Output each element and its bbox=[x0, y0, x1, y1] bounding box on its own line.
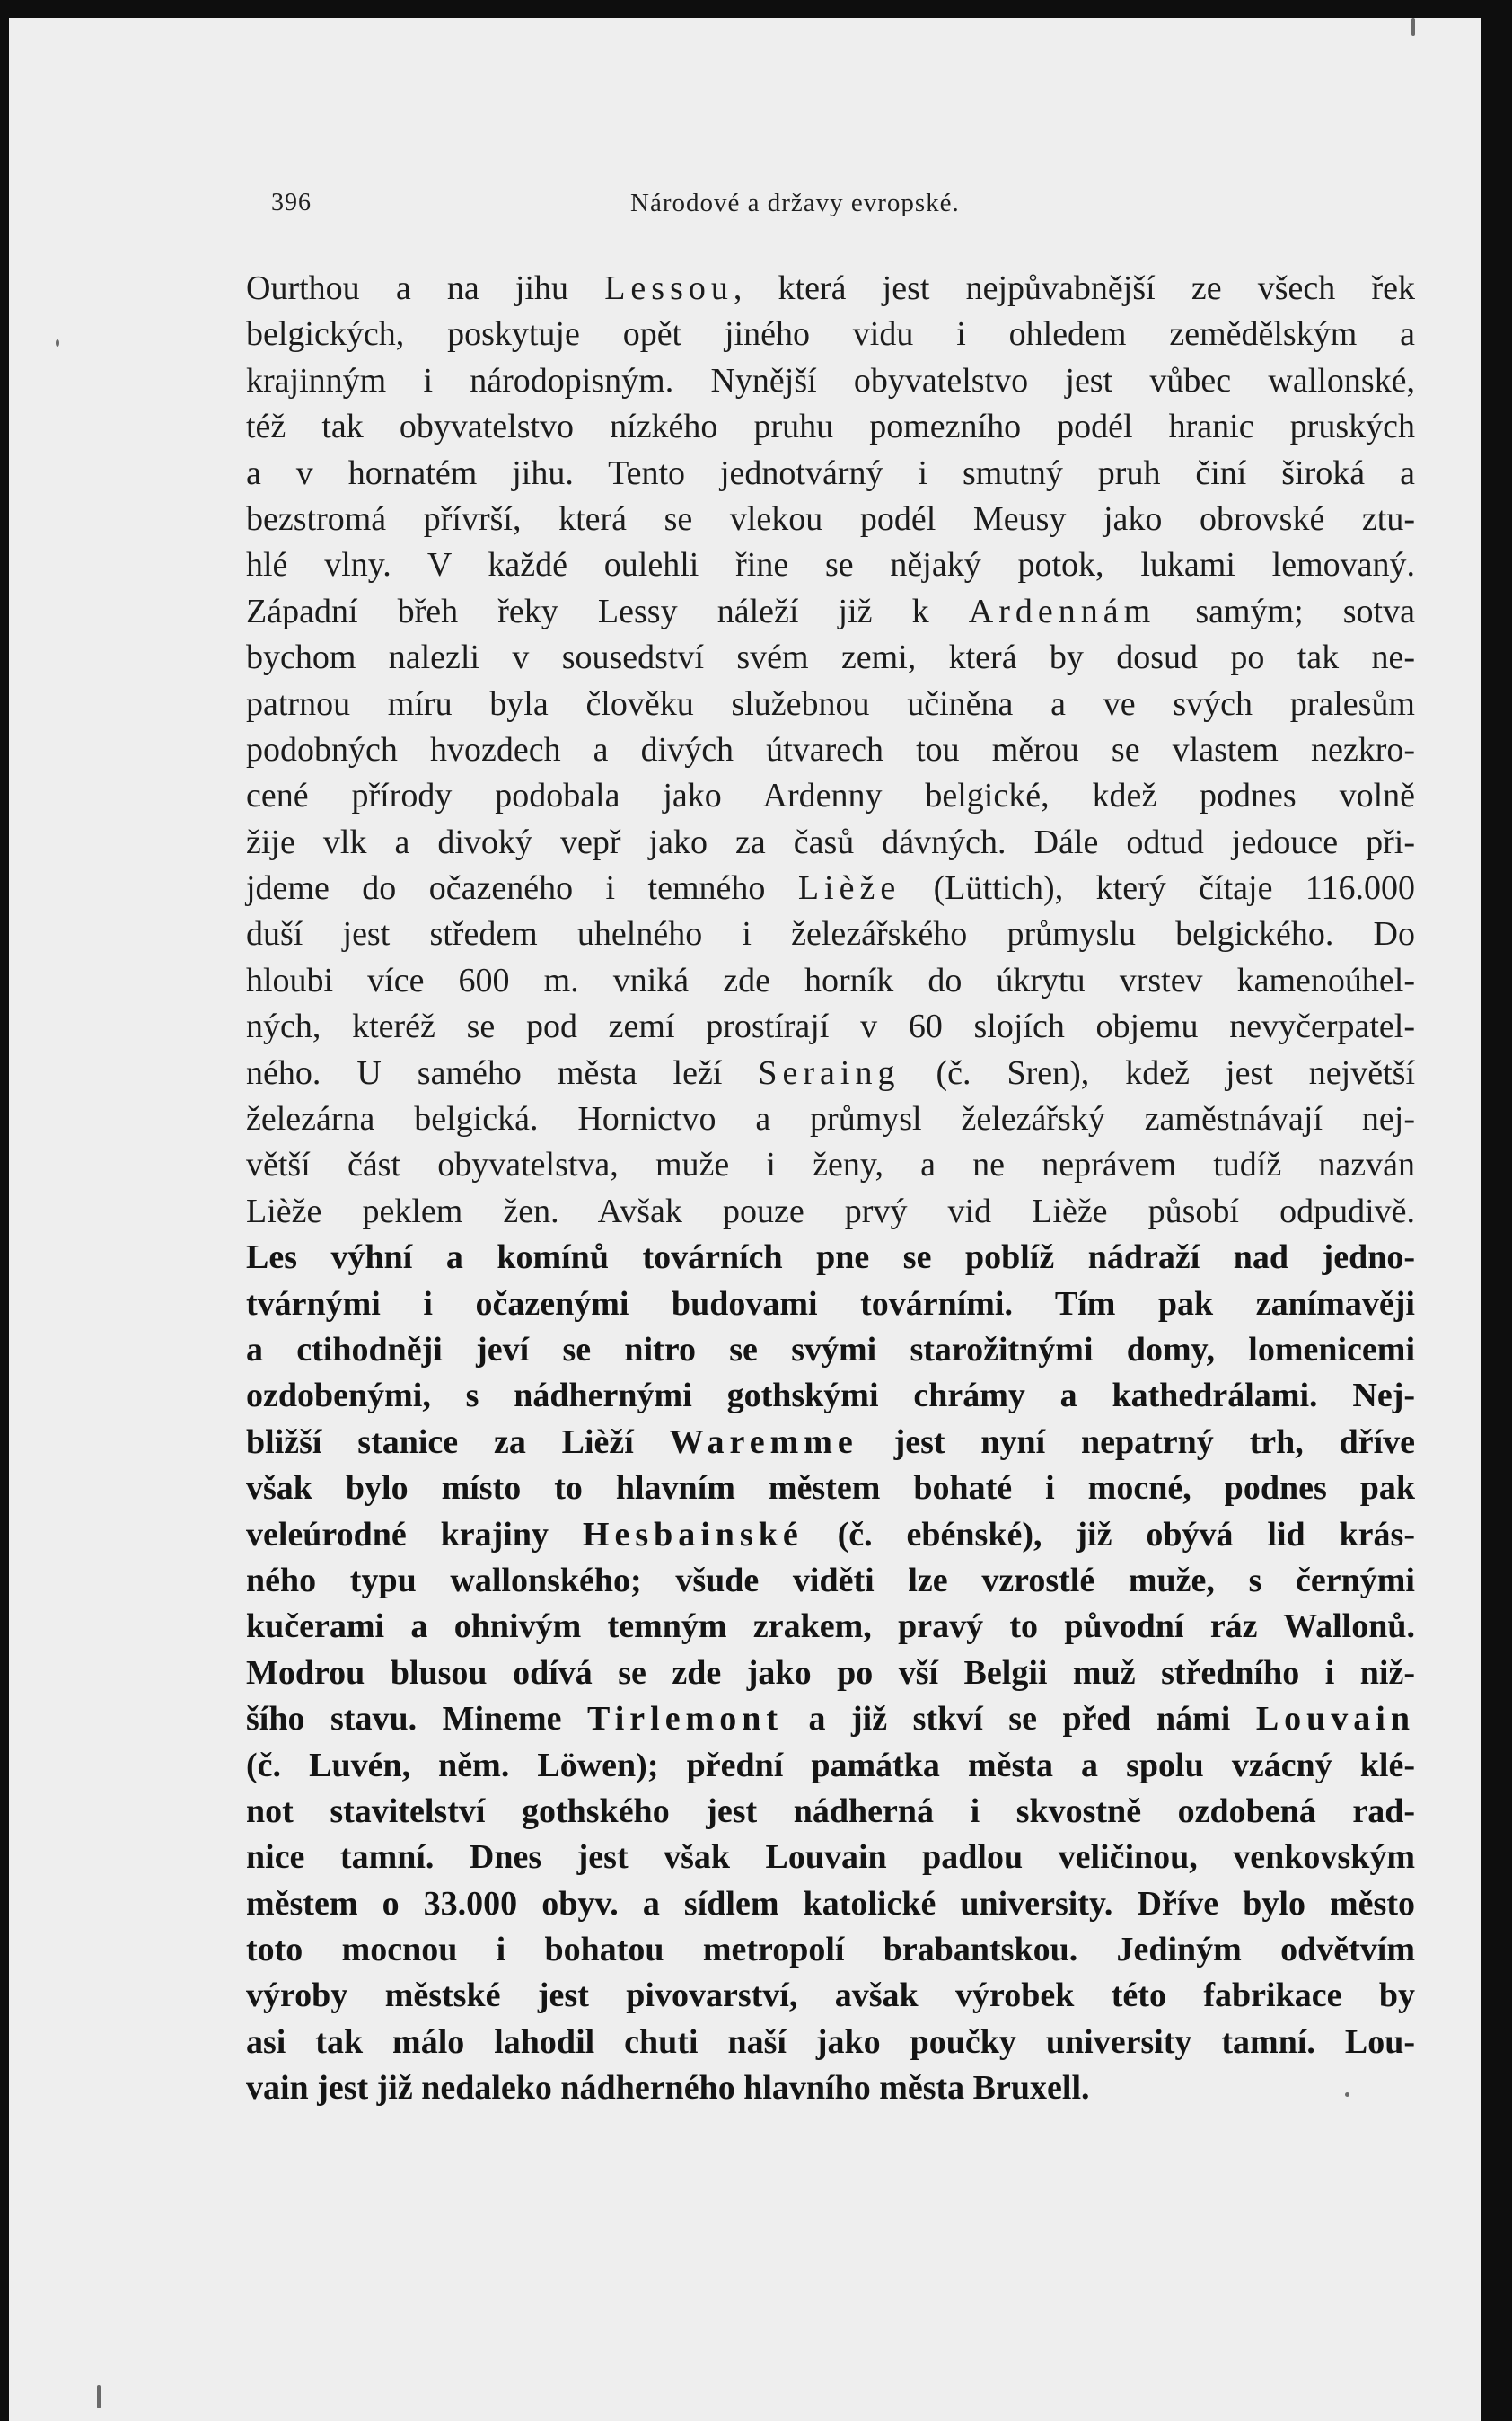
text-line bbox=[246, 1189, 1415, 1235]
page-header bbox=[259, 189, 1049, 228]
text-run: nice tamní. Dnes jest však Louvain padlou veličinou, venkovským bbox=[246, 1838, 1415, 1877]
text-line bbox=[246, 820, 1415, 866]
margin-speck bbox=[1411, 18, 1415, 36]
text-line bbox=[246, 1004, 1415, 1050]
text-line bbox=[246, 312, 1415, 357]
body-text bbox=[246, 266, 1415, 2112]
margin-speck bbox=[97, 2385, 101, 2408]
text-line bbox=[246, 1651, 1415, 1696]
text-run: bezstromá přívrší, která se vlekou podél Meusy jako obrovské ztu- bbox=[246, 499, 1415, 538]
text-run: šího stavu. Mineme bbox=[246, 1700, 588, 1739]
text-line bbox=[246, 682, 1415, 727]
text-line bbox=[246, 1927, 1415, 1973]
text-line bbox=[246, 1881, 1415, 1927]
text-line bbox=[246, 1973, 1415, 2019]
spaced-proper-noun: Seraing bbox=[758, 1053, 901, 1092]
text-line bbox=[246, 1235, 1415, 1281]
text-run: krajinným i národopisným. Nynější obyvatelstvo jest vůbec wallonské, bbox=[246, 361, 1415, 400]
text-run: Les výhní a komínů továrních pne se poblíž nádraží nad jedno- bbox=[246, 1238, 1415, 1277]
text-run: asi tak málo lahodil chuti naší jako poučky university tamní. Lou- bbox=[246, 2022, 1415, 2061]
text-run: ozdobenými, s nádhernými gothskými chrámy a kathedrálami. Nej- bbox=[246, 1377, 1415, 1415]
text-run: veleúrodné krajiny bbox=[246, 1515, 583, 1554]
text-line bbox=[246, 266, 1415, 312]
text-run: městem o 33.000 obyv. a sídlem katolické university. Dříve bylo město bbox=[246, 1884, 1415, 1923]
text-run: kučerami a ohnivým temným zrakem, pravý to původní ráz Wallonů. bbox=[246, 1607, 1415, 1646]
text-run: a ctihodněji jeví se nitro se svými starožitnými domy, lomenicemi bbox=[246, 1330, 1415, 1369]
text-line bbox=[246, 404, 1415, 450]
spaced-proper-noun: Tirlemont bbox=[587, 1700, 783, 1739]
text-line bbox=[246, 451, 1415, 497]
text-run: samým; sotva bbox=[1156, 592, 1415, 630]
text-line bbox=[246, 589, 1415, 635]
text-line bbox=[246, 727, 1415, 773]
text-run: ného typu wallonského; všude viděti lze vzrostlé muže, s černými bbox=[246, 1561, 1415, 1599]
text-line bbox=[246, 773, 1415, 819]
spaced-proper-noun: Ardennám bbox=[968, 592, 1156, 630]
text-run: výroby městské jest pivovarství, avšak výrobek této fabrikace by bbox=[246, 1976, 1415, 2015]
text-line bbox=[246, 2020, 1415, 2065]
text-line bbox=[246, 1096, 1415, 1142]
text-line bbox=[246, 497, 1415, 542]
text-run: (č. ebénské), již obývá lid krás- bbox=[803, 1515, 1415, 1554]
text-line bbox=[246, 1420, 1415, 1466]
text-run: cené přírody podobala jako Ardenny belgické, kdež podnes volně bbox=[246, 777, 1415, 815]
page-number: 396 bbox=[271, 189, 312, 216]
text-line bbox=[246, 1373, 1415, 1419]
text-line bbox=[246, 1466, 1415, 1511]
text-run: jdeme do očazeného i temného bbox=[246, 869, 798, 908]
text-line bbox=[246, 1743, 1415, 1789]
text-line bbox=[246, 911, 1415, 957]
text-run: železárna belgická. Hornictvo a průmysl železářský zaměstnávají nej- bbox=[246, 1100, 1415, 1139]
text-run: , která jest nejpůvabnější ze všech řek bbox=[733, 269, 1415, 307]
text-run: a v hornatém jihu. Tento jednotvárný i smutný pruh činí široká a bbox=[246, 453, 1415, 492]
text-line bbox=[246, 1327, 1415, 1373]
margin-speck bbox=[1345, 2092, 1349, 2097]
text-run: ného. U samého města leží bbox=[246, 1053, 759, 1092]
text-run: Ourthou a na jihu bbox=[246, 269, 605, 307]
text-run: a již stkví se před námi bbox=[783, 1700, 1256, 1739]
text-line bbox=[246, 358, 1415, 404]
book-page bbox=[9, 18, 1481, 2421]
text-line bbox=[246, 866, 1415, 911]
text-run: (Lüttich), který čítaje 116.000 bbox=[901, 869, 1415, 908]
text-run: bychom nalezli v sousedství svém zemi, která by dosud po tak ne- bbox=[246, 638, 1415, 677]
text-run: Modrou blusou odívá se zde jako po vší Belgii muž středního i niž- bbox=[246, 1653, 1415, 1692]
text-run: větší část obyvatelstva, muže i ženy, a ne neprávem tudíž nazván bbox=[246, 1146, 1415, 1184]
text-line bbox=[246, 1604, 1415, 1650]
text-run: též tak obyvatelstvo nízkého pruhu pomezního podél hranic pruských bbox=[246, 408, 1415, 446]
text-run: hlé vlny. V každé oulehli řine se nějaký potok, lukami lemovaný. bbox=[246, 546, 1415, 585]
text-run: hloubi více 600 m. vniká zde horník do úkrytu vrstev kamenoúhel- bbox=[246, 961, 1415, 999]
text-line bbox=[246, 958, 1415, 1004]
text-line bbox=[246, 1051, 1415, 1096]
text-line bbox=[246, 1835, 1415, 1880]
text-run: jest nyní nepatrný trh, dříve bbox=[857, 1422, 1416, 1461]
text-run: patrnou míru byla člověku služebnou učiněna a ve svých pralesům bbox=[246, 684, 1415, 723]
text-line bbox=[246, 1281, 1415, 1327]
text-run: duší jest středem uhelného i železářského průmyslu belgického. Do bbox=[246, 915, 1415, 954]
text-run: tvárnými i očazenými budovami továrními. Tím pak zanímavěji bbox=[246, 1284, 1415, 1323]
text-run: vain jest již nedaleko nádherného hlavního města Bruxell. bbox=[246, 2069, 1090, 2108]
text-run: (č. Luvén, něm. Löwen); přední památka města a spolu vzácný klé- bbox=[246, 1746, 1415, 1784]
spaced-proper-noun: Lièže bbox=[797, 869, 901, 908]
text-run: bližší stanice za Lièží bbox=[246, 1422, 670, 1461]
text-run: toto mocnou i bohatou metropolí brabantskou. Jediným odvětvím bbox=[246, 1931, 1415, 1969]
text-run: však bylo místo to hlavním městem bohaté i mocné, podnes pak bbox=[246, 1469, 1415, 1508]
text-line bbox=[246, 1142, 1415, 1188]
text-line bbox=[246, 2065, 1415, 2111]
running-title: Národové a državy evropské. bbox=[630, 189, 960, 217]
margin-speck bbox=[56, 339, 59, 347]
text-run: Západní břeh řeky Lessy náleží již k bbox=[246, 592, 969, 630]
text-run: Lièže peklem žen. Avšak pouze prvý vid Lièže působí odpudivě. bbox=[246, 1192, 1415, 1230]
text-run: žije vlk a divoký vepř jako za časů dávných. Dále odtud jedouce při- bbox=[246, 823, 1415, 861]
text-run: not stavitelství gothského jest nádherná i skvostně ozdobená rad- bbox=[246, 1792, 1415, 1830]
text-run: podobných hvozdech a divých útvarech tou měrou se vlastem nezkro- bbox=[246, 730, 1415, 769]
spaced-proper-noun: Waremme bbox=[669, 1422, 858, 1461]
spaced-proper-noun: Lessou bbox=[604, 269, 734, 307]
text-line bbox=[246, 542, 1415, 588]
text-line bbox=[246, 1558, 1415, 1604]
text-line bbox=[246, 1696, 1415, 1742]
spaced-proper-noun: Hesbainské bbox=[582, 1515, 804, 1554]
text-line bbox=[246, 1789, 1415, 1835]
text-line bbox=[246, 1512, 1415, 1558]
text-line bbox=[246, 635, 1415, 681]
text-run: ných, kteréž se pod zemí prostírají v 60 slojích objemu nevyčerpatel- bbox=[246, 1008, 1415, 1046]
spaced-proper-noun: Louvain bbox=[1255, 1700, 1415, 1739]
text-run: belgických, poskytuje opět jiného vidu i ohledem zemědělským a bbox=[246, 315, 1415, 354]
text-run: (č. Sren), kdež jest největší bbox=[900, 1053, 1416, 1092]
